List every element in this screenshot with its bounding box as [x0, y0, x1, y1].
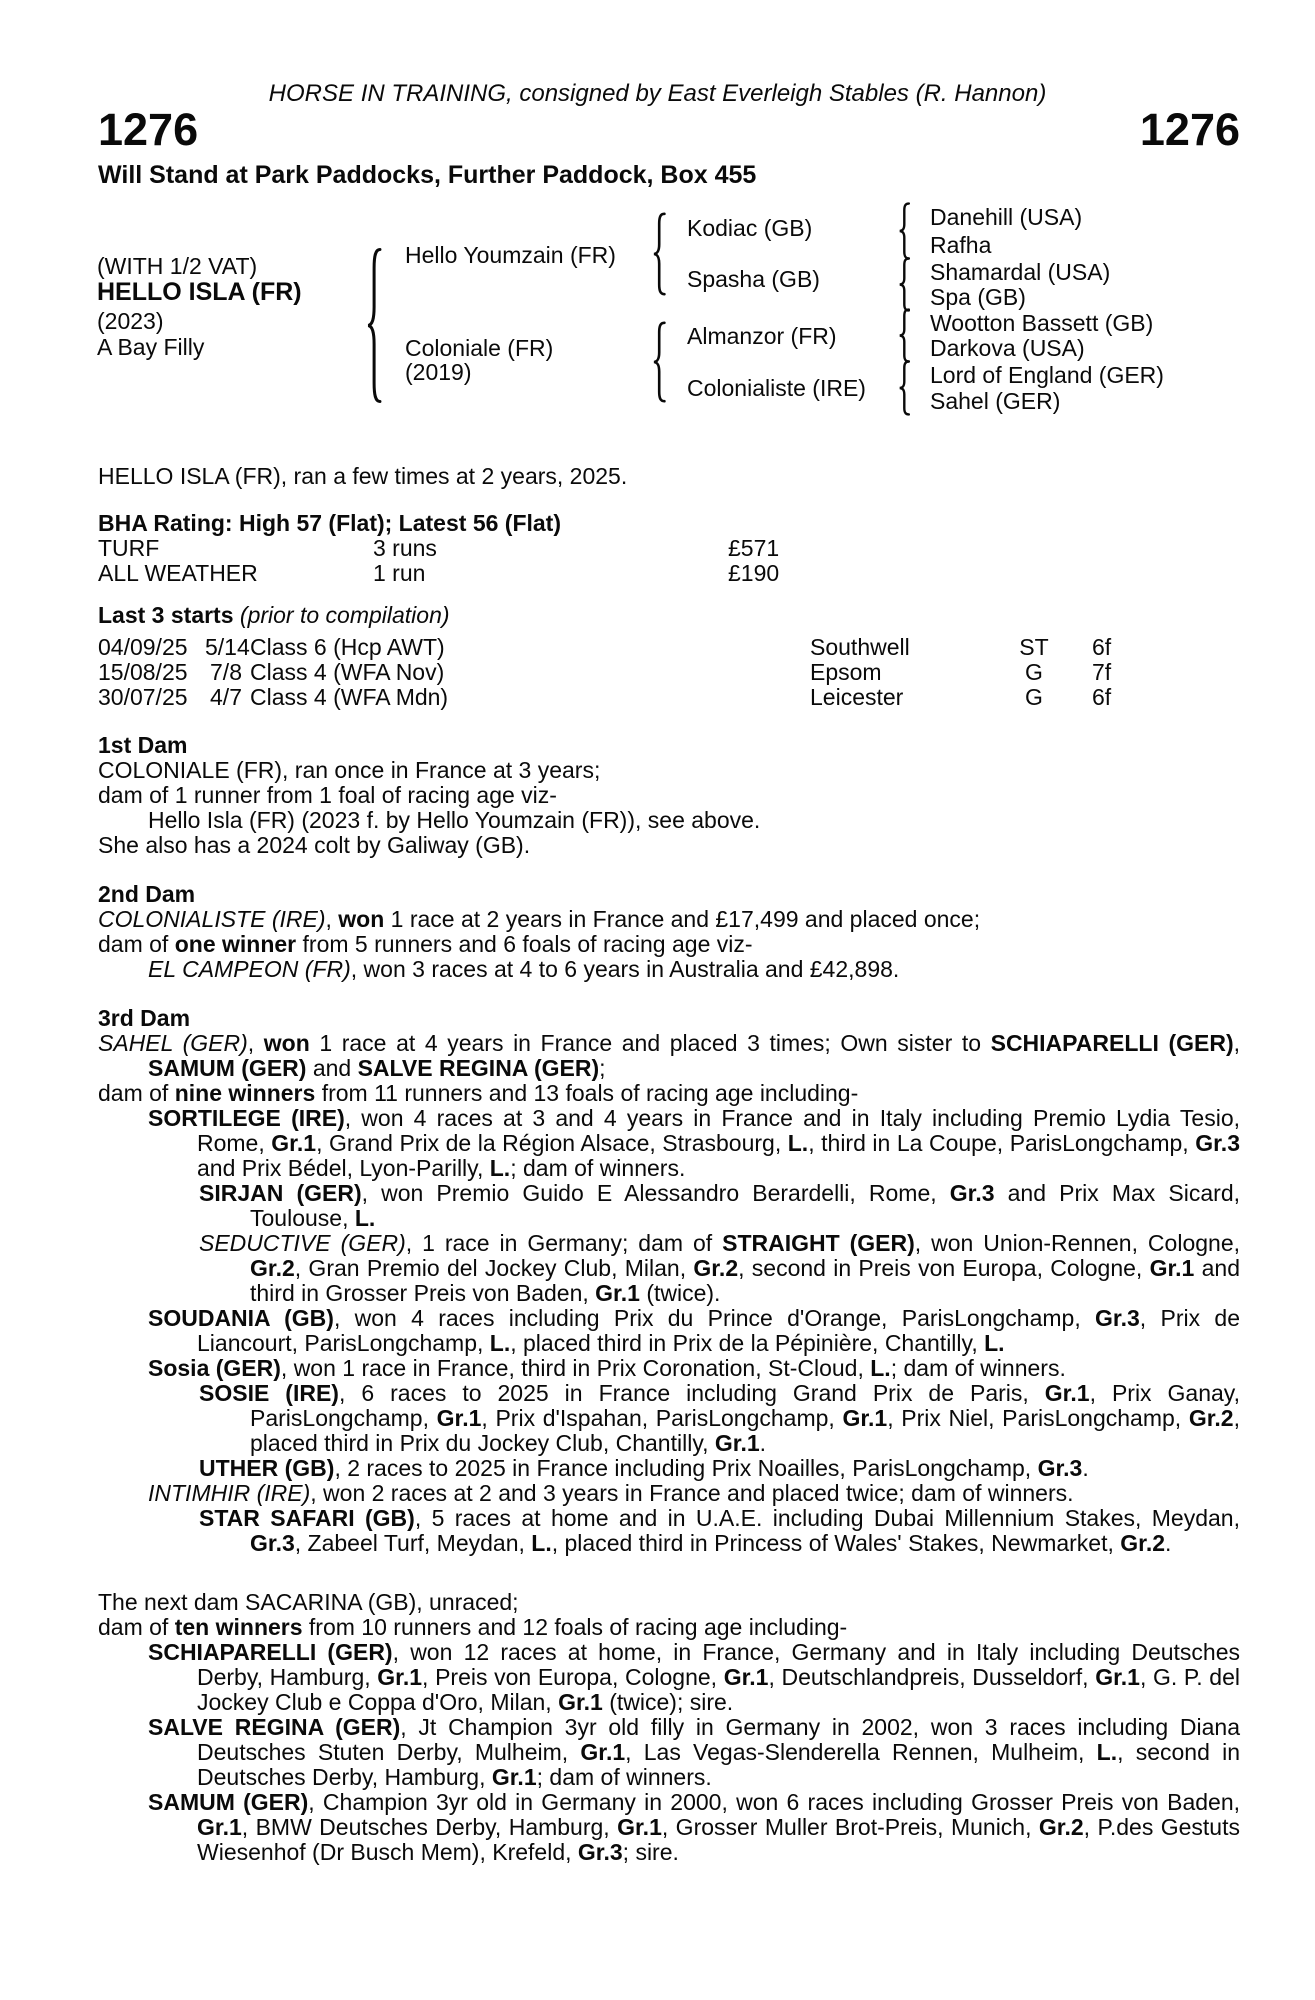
text-run: L.	[531, 1530, 552, 1556]
text-run: , won 4 races including Prix du Prince d'Orange, ParisLongchamp,	[333, 1305, 1096, 1331]
pedigree-brace	[898, 361, 912, 415]
dam-name: Coloniale (FR)	[405, 335, 554, 361]
text-run: , Prix Niel, ParisLongchamp,	[887, 1405, 1189, 1431]
text-run: Gr.1	[580, 1739, 626, 1765]
text-run: , won 4 races at 3 and 4 years in France and in Italy including Premio Lydia Tesio, Rome,	[197, 1105, 1240, 1156]
pedigree-brace	[898, 203, 912, 259]
text-run: ,	[247, 1030, 264, 1056]
text-run: Gr.1	[723, 1664, 769, 1690]
granddam-name: Colonialiste (IRE)	[687, 375, 866, 401]
text-run: , Las Vegas-Slenderella Rennen, Mulheim,	[625, 1739, 1097, 1765]
dam-section	[98, 1590, 1240, 1865]
great-grandparent-name: Spa (GB)	[930, 284, 1026, 310]
stabling-note: Will Stand at Park Paddocks, Further Paddock, Box 455	[98, 161, 757, 189]
text-run: SORTILEGE (IRE)	[148, 1105, 345, 1131]
earnings-row	[98, 561, 1240, 586]
dam-section	[98, 1006, 1240, 1556]
text-run: ; dam of winners.	[890, 1355, 1066, 1381]
text-run: ,	[1233, 1030, 1240, 1056]
text-run: Gr.3	[1195, 1130, 1240, 1156]
text-run: SAMUM (GER)	[148, 1789, 309, 1815]
course-name: Leicester	[810, 684, 904, 710]
text-run: ten winners	[174, 1614, 303, 1640]
pedigree-paragraph	[98, 1181, 1240, 1231]
text-run: dam of	[98, 1614, 175, 1640]
sire-name: Hello Youmzain (FR)	[405, 242, 616, 268]
text-run: Gr.1	[436, 1405, 482, 1431]
text-run: and Prix Bédel, Lyon-Parilly,	[197, 1155, 490, 1181]
text-run: ,	[325, 906, 339, 932]
great-grandparent-name: Darkova (USA)	[930, 335, 1085, 361]
text-run: ; sire.	[622, 1839, 679, 1865]
text-run: dam of	[98, 931, 175, 957]
text-run: Gr.2	[1188, 1405, 1234, 1431]
pedigree-paragraph	[98, 1356, 1240, 1381]
text-run: from 10 runners and 12 foals of racing age including-	[302, 1614, 848, 1640]
text-run: Gr.3	[1095, 1305, 1140, 1331]
race-class: Class 4 (WFA Mdn)	[250, 684, 449, 710]
pedigree-paragraph	[98, 1506, 1240, 1556]
race-distance: 6f	[1092, 634, 1112, 660]
dam-year: (2019)	[405, 359, 472, 385]
pedigree-paragraph	[98, 1306, 1240, 1356]
text-run: , won 2 races at 2 and 3 years in France and placed twice; dam of winners.	[310, 1480, 1074, 1506]
text-run: Gr.1	[1044, 1380, 1090, 1406]
text-run: won	[263, 1030, 310, 1056]
text-run: Gr.3	[949, 1180, 995, 1206]
dam-section	[98, 733, 1240, 858]
text-run: , won Union-Rennen, Cologne,	[914, 1230, 1241, 1256]
text-run: , second in Preis von Europa, Cologne,	[738, 1255, 1150, 1281]
text-run: (twice).	[639, 1280, 721, 1306]
text-run: and third in Grosser Preis von Baden,	[250, 1255, 1241, 1306]
text-run: SOSIE (IRE)	[199, 1380, 339, 1406]
pedigree-paragraph	[98, 1715, 1240, 1790]
text-run: , placed third in Prix du Jockey Club, Chantilly,	[250, 1405, 1240, 1456]
lot-number-left: 1276	[98, 104, 199, 155]
pedigree-paragraph	[98, 1640, 1240, 1715]
text-run: Gr.2	[693, 1255, 739, 1281]
text-run: Gr.3	[250, 1530, 295, 1556]
foaling-year: (2023)	[97, 308, 164, 334]
pedigree-brace	[898, 309, 912, 362]
text-run: SAHEL (GER)	[98, 1030, 248, 1056]
bha-rating-block	[98, 511, 1240, 586]
text-run: The next dam SACARINA (GB), unraced;	[98, 1589, 519, 1615]
text-run: , Prix de Liancourt, ParisLongchamp,	[197, 1305, 1240, 1356]
text-run: , P.des Gestuts Wiesenhof (Dr Busch Mem), Krefeld,	[197, 1814, 1240, 1865]
text-run: won	[338, 906, 385, 932]
pedigree-paragraph	[98, 783, 1240, 808]
start-date: 15/08/25	[98, 659, 188, 685]
text-run: , won 1 race in France, third in Prix Coronation, St-Cloud,	[280, 1355, 871, 1381]
text-run: , Champion 3yr old in Germany in 2000, won 6 races including Grosser Preis von Baden,	[308, 1789, 1240, 1815]
race-summary: HELLO ISLA (FR), ran a few times at 2 years, 2025.	[98, 463, 628, 489]
text-run: Gr.2	[1038, 1814, 1084, 1840]
horse-description: A Bay Filly	[97, 334, 205, 360]
pedigree-paragraph	[98, 1106, 1240, 1181]
text-run: STAR SAFARI (GB)	[199, 1505, 415, 1531]
consignor-line: HORSE IN TRAINING, consigned by East Everleigh Stables (R. Hannon)	[268, 80, 1047, 107]
vat-note: (WITH 1/2 VAT)	[97, 253, 258, 279]
text-run: dam of	[98, 1080, 175, 1106]
lot-number-right: 1276	[1139, 104, 1240, 155]
pedigree-paragraph	[98, 1231, 1240, 1306]
text-run: dam of 1 runner from 1 foal of racing age viz-	[98, 782, 557, 808]
text-run: ; dam of winners.	[536, 1764, 712, 1790]
text-run: , 5 races at home and in U.A.E. including Dubai Millennium Stakes, Meydan,	[414, 1505, 1240, 1531]
finish-position: 4/7	[210, 684, 242, 710]
pedigree-paragraph	[98, 833, 1240, 858]
start-row	[98, 685, 1240, 710]
pedigree-paragraph	[98, 932, 1240, 957]
pedigree-paragraph	[98, 1615, 1240, 1640]
text-run: Gr.2	[1120, 1530, 1166, 1556]
text-run: Gr.3	[1037, 1455, 1083, 1481]
pedigree-brace	[898, 258, 912, 311]
start-date: 04/09/25	[98, 634, 188, 660]
race-class: Class 6 (Hcp AWT)	[250, 634, 445, 660]
text-run: SCHIAPARELLI (GER)	[148, 1639, 393, 1665]
finish-position: 7/8	[210, 659, 242, 685]
race-distance: 7f	[1092, 659, 1112, 685]
text-run: , Grand Prix de la Région Alsace, Strasbourg,	[316, 1130, 788, 1156]
text-run: and Prix Max Sicard, Toulouse,	[250, 1180, 1240, 1231]
text-run: from 5 runners and 6 foals of racing age viz-	[296, 931, 753, 957]
text-run: , Grosser Muller Brot-Preis, Munich,	[661, 1814, 1039, 1840]
text-run: L.	[1096, 1739, 1118, 1765]
text-run: Gr.1	[491, 1764, 537, 1790]
runs-count: 3 runs	[373, 535, 437, 561]
text-run: EL CAMPEON (FR)	[148, 956, 351, 982]
text-run: and	[306, 1055, 358, 1081]
text-run: STRAIGHT (GER)	[722, 1230, 915, 1256]
text-run: L.	[787, 1130, 809, 1156]
pedigree-brace	[652, 213, 668, 295]
course-name: Southwell	[810, 634, 910, 660]
pedigree-paragraph	[98, 758, 1240, 783]
text-run: .	[1082, 1455, 1089, 1481]
text-run: , 2 races to 2025 in France including Prix Noailles, ParisLongchamp,	[334, 1455, 1038, 1481]
pedigree-paragraph	[98, 1456, 1240, 1481]
text-run: L.	[489, 1155, 511, 1181]
text-run: INTIMHIR (IRE)	[148, 1480, 311, 1506]
text-run: , placed third in Princess of Wales' Stakes, Newmarket,	[551, 1530, 1121, 1556]
text-run: ; dam of winners.	[510, 1155, 686, 1181]
text-run: , 1 race in Germany; dam of	[405, 1230, 723, 1256]
start-date: 30/07/25	[98, 684, 188, 710]
granddam-name: Spasha (GB)	[687, 266, 820, 292]
text-run: , Gran Premio del Jockey Club, Milan,	[294, 1255, 694, 1281]
going-code: G	[1025, 659, 1043, 685]
pedigree-paragraph	[98, 1381, 1240, 1456]
text-run: , Jt Champion 3yr old filly in Germany in 2002, won 3 races including Diana Deutsches Stuten Derby, Mulheim,	[197, 1714, 1240, 1765]
text-run: Sosia (GER)	[148, 1355, 281, 1381]
section-heading: 3rd Dam	[98, 1005, 191, 1031]
text-run: L.	[984, 1330, 1005, 1356]
text-run: Gr.1	[617, 1814, 662, 1840]
great-grandparent-name: Rafha	[930, 232, 992, 258]
pedigree-paragraph	[98, 907, 1240, 932]
text-run: , BMW Deutsches Derby, Hamburg,	[241, 1814, 618, 1840]
pedigree-tree	[0, 0, 1315, 460]
text-run: Gr.1	[377, 1664, 423, 1690]
text-run: , Zabeel Turf, Meydan,	[294, 1530, 532, 1556]
earnings-amount: £571	[728, 535, 780, 561]
text-run: SIRJAN (GER)	[199, 1180, 362, 1206]
earnings-amount: £190	[728, 560, 780, 586]
earnings-row	[98, 536, 1240, 561]
pedigree-paragraph	[98, 1031, 1240, 1081]
text-run: Gr.1	[1095, 1664, 1140, 1690]
text-run: nine winners	[174, 1080, 316, 1106]
grandsire-name: Kodiac (GB)	[687, 215, 813, 241]
great-grandparent-name: Lord of England (GER)	[930, 362, 1164, 388]
last-starts-heading	[98, 603, 1240, 628]
great-grandparent-name: Sahel (GER)	[930, 388, 1061, 414]
pedigree-paragraph	[98, 1790, 1240, 1865]
text-run: Gr.3	[577, 1839, 623, 1865]
text-run: Gr.1	[842, 1405, 888, 1431]
start-row	[98, 660, 1240, 685]
last-starts-block	[98, 603, 1240, 710]
great-grandparent-name: Shamardal (USA)	[930, 259, 1111, 285]
pedigree-paragraph	[98, 957, 1240, 982]
text-run: Gr.2	[250, 1255, 295, 1281]
text-run: ;	[599, 1055, 606, 1081]
text-run: 1 race at 4 years in France and placed 3 times; Own sister to	[309, 1030, 991, 1056]
pedigree-paragraph	[98, 808, 1240, 833]
race-distance: 6f	[1092, 684, 1112, 710]
text-run: , second in Deutsches Derby, Hamburg,	[197, 1739, 1241, 1790]
text-run: , G. P. del Jockey Club e Coppa d'Oro, Milan,	[197, 1664, 1240, 1715]
text-run: (twice); sire.	[602, 1689, 734, 1715]
text-run: Gr.1	[714, 1430, 760, 1456]
text-run: , Prix Ganay, ParisLongchamp,	[250, 1380, 1240, 1431]
text-run: , Prix d'Ispahan, ParisLongchamp,	[481, 1405, 843, 1431]
surface-label: TURF	[98, 535, 160, 561]
finish-position: 5/14	[205, 634, 250, 660]
last-starts-subtitle: (prior to compilation)	[239, 602, 450, 628]
great-grandparent-name: Wootton Bassett (GB)	[930, 310, 1154, 336]
text-run: Gr.1	[197, 1814, 242, 1840]
text-run: SALVE REGINA (GER)	[148, 1714, 401, 1740]
bha-rating: BHA Rating: High 57 (Flat); Latest 56 (Flat)	[98, 510, 561, 536]
dam-sections	[98, 733, 1240, 1865]
text-run: , placed third in Prix de la Pépinière, Chantilly,	[510, 1330, 985, 1356]
great-grandparent-name: Danehill (USA)	[930, 204, 1083, 230]
section-heading: 2nd Dam	[98, 881, 196, 907]
text-run: SOUDANIA (GB)	[148, 1305, 334, 1331]
text-run: , Deutschlandpreis, Dusseldorf,	[768, 1664, 1096, 1690]
pedigree-paragraph	[98, 1081, 1240, 1106]
text-run: Gr.1	[1149, 1255, 1195, 1281]
pedigree-brace	[652, 322, 668, 402]
text-run: SAMUM (GER)	[148, 1055, 307, 1081]
grandsire-name: Almanzor (FR)	[687, 323, 837, 349]
section-heading: 1st Dam	[98, 732, 188, 758]
race-class: Class 4 (WFA Nov)	[250, 659, 445, 685]
text-run: UTHER (GB)	[199, 1455, 335, 1481]
runs-count: 1 run	[373, 560, 426, 586]
text-run: Gr.1	[595, 1280, 640, 1306]
going-code: ST	[1019, 634, 1049, 660]
text-run: L.	[354, 1205, 376, 1231]
text-run: SALVE REGINA (GER)	[357, 1055, 600, 1081]
text-run: , Preis von Europa, Cologne,	[422, 1664, 724, 1690]
text-run: SCHIAPARELLI (GER)	[990, 1030, 1234, 1056]
text-run: COLONIALISTE (IRE)	[98, 906, 326, 932]
course-name: Epsom	[810, 659, 882, 685]
horse-name: HELLO ISLA (FR)	[97, 278, 302, 306]
text-run: , won 3 races at 4 to 6 years in Australia and £42,898.	[350, 956, 900, 982]
text-run: , 6 races to 2025 in France including Grand Prix de Paris,	[338, 1380, 1045, 1406]
text-run: COLONIALE (FR), ran once in France at 3 years;	[98, 757, 601, 783]
text-run: She also has a 2024 colt by Galiway (GB).	[98, 832, 531, 858]
text-run: Gr.1	[558, 1689, 603, 1715]
text-run: , won 12 races at home, in France, Germany and in Italy including Deutsches Derby, Hamburg,	[197, 1639, 1240, 1690]
start-row	[98, 635, 1240, 660]
surface-label: ALL WEATHER	[98, 560, 258, 586]
text-run: L.	[870, 1355, 891, 1381]
text-run: , third in La Coupe, ParisLongchamp,	[808, 1130, 1196, 1156]
text-run: L.	[489, 1330, 511, 1356]
text-run: .	[759, 1430, 767, 1456]
text-run: .	[1165, 1530, 1172, 1556]
dam-section	[98, 882, 1240, 982]
text-run: 1 race at 2 years in France and £17,499 and placed once;	[384, 906, 981, 932]
text-run: Gr.1	[271, 1130, 317, 1156]
text-run: from 11 runners and 13 foals of racing age including-	[315, 1080, 859, 1106]
pedigree-paragraph	[98, 1590, 1240, 1615]
text-run: SEDUCTIVE (GER)	[199, 1230, 406, 1256]
pedigree-brace	[366, 248, 384, 403]
last-starts-title: Last 3 starts	[98, 602, 234, 628]
text-run: , won Premio Guido E Alessandro Berardelli, Rome,	[361, 1180, 950, 1206]
text-run: one winner	[174, 931, 297, 957]
pedigree-paragraph	[98, 1481, 1240, 1506]
going-code: G	[1025, 684, 1043, 710]
text-run: Hello Isla (FR) (2023 f. by Hello Youmzain (FR)), see above.	[148, 807, 761, 833]
